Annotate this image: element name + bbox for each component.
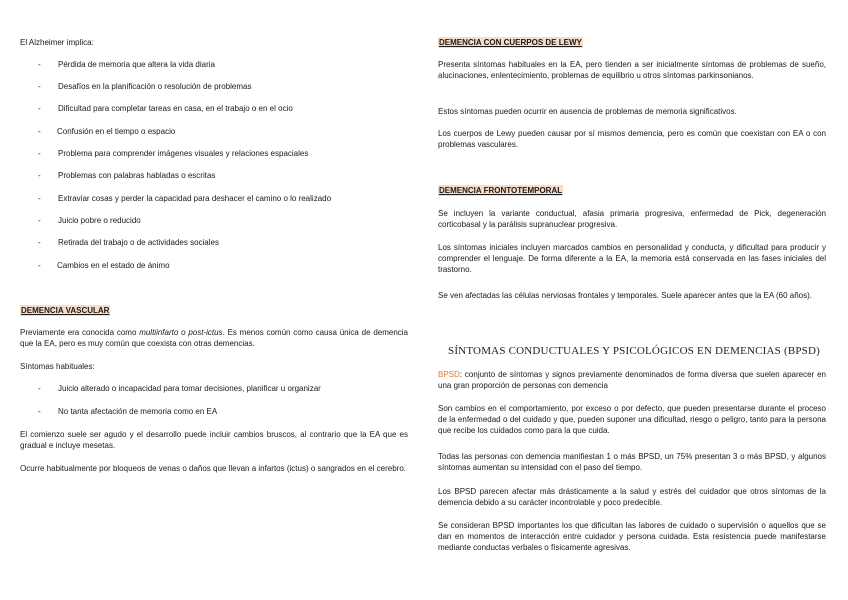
bpsd-paragraph-4: Los BPSD parecen afectar más drásticamente a la salud y estrés del cuidador que otros síntomas de la demencia debido a su carácter incontrolable y poco predecible. [438,487,826,507]
fronto-heading: DEMENCIA FRONTOTEMPORAL [439,186,563,195]
vascular-heading: DEMENCIA VASCULAR [21,306,110,315]
bpsd-paragraph-2: Son cambios en el comportamiento, por exceso o por defecto, que pueden presentarse durante el proceso de la enfermedad o del cuidado y que, pueden suponer una dificultad, riesgo o peligro, tanto para la persona que recibe los cuidados como para la que cuida. [438,404,826,435]
bpsd-label: BPSD [438,370,460,379]
vascular-paragraph: Previamente era conocida como multiinfarto o post-ictus. Es menos común como causa única de demencia que la EA, pero es muy común que coexista con otras demencias. [20,328,409,348]
bpsd-paragraph-3: Todas las personas con demencia manifiestan 1 o más BPSD, un 75% presentan 3 o más BPSD, y algunos síntomas aumentan su intensidad con el paso del tiempo. [438,452,826,472]
lewy-paragraph-2: Estos síntomas pueden ocurrir en ausencia de problemas de memoria significativos. [438,107,737,116]
fronto-paragraph-3: Se ven afectadas las células nerviosas frontales y temporales. Suele aparecer antes que la EA (60 años). [438,291,812,300]
lewy-paragraph-1: Presenta síntomas habituales en la EA, pero tienden a ser inicialmente síntomas de problemas de sueño, alucinaciones, enlentecimiento, problemas de equilibrio u otros síntomas parkinsonianos. [438,60,826,80]
vascular-onset-paragraph: El comienzo suele ser agudo y el desarrollo puede incluir cambios bruscos, al contrario que la EA que es gradual e incluye mesetas. [20,430,408,450]
bpsd-paragraph-5: Se consideran BPSD importantes los que dificultan las labores de cuidado o supervisión o aquellos que se dan en momentos de interacción entre cuidador y persona cuidada. Esta resistencia puede manifestarse mediante conductas verbales o físicamente agresivas. [438,521,826,552]
lewy-heading: DEMENCIA CON CUERPOS DE LEWY [439,38,582,47]
vascular-cause-paragraph: Ocurre habitualmente por bloqueos de venas o daños que llevan a infartos (ictus) o sangrados en el cerebro. [20,464,407,473]
sintomas-label: Síntomas habituales: [20,362,95,371]
alzheimer-intro: El Alzheimer implica: [20,38,94,47]
bpsd-title: SÍNTOMAS CONDUCTUALES Y PSICOLÓGICOS EN DEMENCIAS (BPSD) [448,345,820,357]
fronto-paragraph-2: Los síntomas iniciales incluyen marcados cambios en personalidad y conducta, y dificultad para producir y comprender el lenguaje. De forma diferente a la EA, la memoria está conservada en las fases iniciales del trastorno. [438,243,826,274]
bpsd-definition: BPSD: conjunto de síntomas y signos previamente denominados de forma diversa que suelen aparecer en una gran proporción de personas con demencia [438,370,826,390]
fronto-paragraph-1: Se incluyen la variante conductual, afasia primaria progresiva, enfermedad de Pick, degeneración corticobasal y la parálisis supranuclear progresiva. [438,209,826,229]
lewy-paragraph-3: Los cuerpos de Lewy pueden causar por sí mismos demencia, pero es común que coexistan con EA o con problemas vasculares. [438,129,826,149]
